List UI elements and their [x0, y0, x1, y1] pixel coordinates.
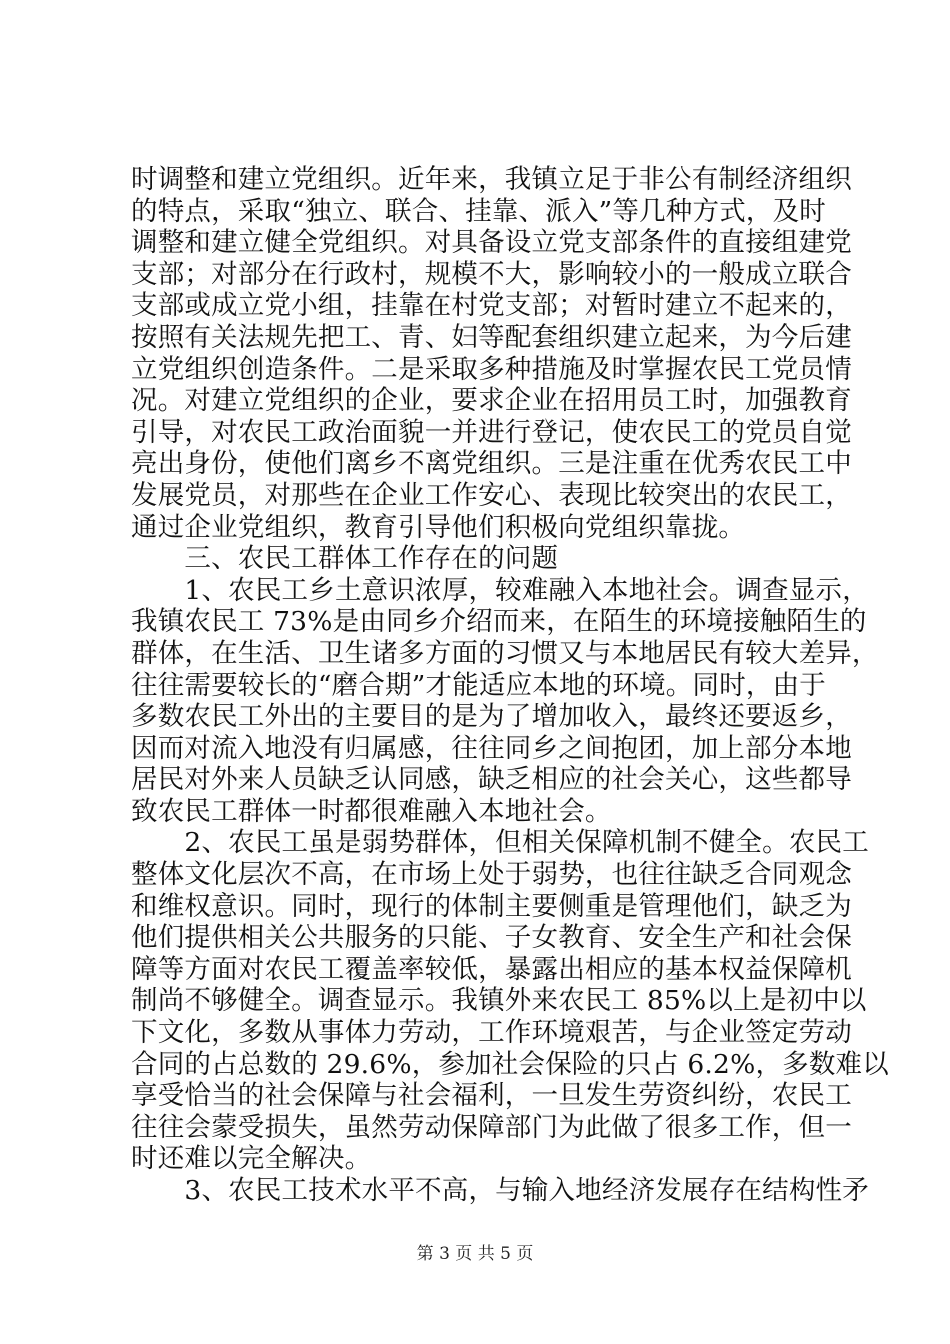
text-line: 亮出身份，使他们离乡不离党组织。三是注重在优秀农民工中	[131, 448, 852, 480]
text-line: 整体文化层次不高，在市场上处于弱势，也往往缺乏合同观念	[131, 859, 852, 891]
text-line: 多数农民工外出的主要目的是为了增加收入，最终还要返乡，	[131, 701, 852, 733]
text-line: 合同的占总数的 29.6%，参加社会保险的只占 6.2%，多数难以	[131, 1048, 889, 1080]
text-line: 障等方面对农民工覆盖率较低，暴露出相应的基本权益保障机	[131, 953, 852, 985]
text-line: 支部或成立党小组，挂靠在村党支部；对暂时建立不起来的，	[131, 290, 852, 322]
text-line: 引导，对农民工政治面貌一并进行登记，使农民工的党员自觉	[131, 416, 852, 448]
text-line: 2、农民工虽是弱势群体，但相关保障机制不健全。农民工	[131, 827, 869, 859]
text-line: 时还难以完全解决。	[131, 1143, 372, 1175]
text-line: 往往需要较长的“磨合期”才能适应本地的环境。同时，由于	[131, 669, 826, 701]
text-line: 调整和建立健全党组织。对具备设立党支部条件的直接组建党	[131, 227, 852, 259]
text-line: 制尚不够健全。调查显示。我镇外来农民工 85%以上是初中以	[131, 985, 867, 1017]
text-line: 通过企业党组织，教育引导他们积极向党组织靠拢。	[131, 511, 746, 543]
text-line: 的特点，采取“独立、联合、挂靠、派入”等几种方式，及时	[131, 195, 826, 227]
text-line: 立党组织创造条件。二是采取多种措施及时掌握农民工党员情	[131, 353, 852, 385]
text-line: 往往会蒙受损失，虽然劳动保障部门为此做了很多工作，但一	[131, 1111, 852, 1143]
text-line: 享受恰当的社会保障与社会福利，一旦发生劳资纠纷，农民工	[131, 1080, 852, 1112]
text-line: 我镇农民工 73%是由同乡介绍而来，在陌生的环境接触陌生的	[131, 606, 867, 638]
text-line: 按照有关法规先把工、青、妇等配套组织建立起来，为今后建	[131, 321, 852, 353]
text-line: 致农民工群体一时都很难融入本地社会。	[131, 795, 612, 827]
text-line: 时调整和建立党组织。近年来，我镇立足于非公有制经济组织	[131, 164, 852, 195]
text-line: 3、农民工技术水平不高，与输入地经济发展存在结构性矛	[131, 1175, 869, 1206]
text-line: 1、农民工乡土意识浓厚，较难融入本地社会。调查显示，	[131, 574, 869, 606]
document-body	[131, 164, 889, 1207]
text-line: 和维权意识。同时，现行的体制主要侧重是管理他们，缺乏为	[131, 890, 852, 922]
text-line: 群体，在生活、卫生诸多方面的习惯又与本地居民有较大差异，	[131, 637, 879, 669]
text-line: 发展党员，对那些在企业工作安心、表现比较突出的农民工，	[131, 479, 852, 511]
section-heading: 三、农民工群体工作存在的问题	[131, 543, 559, 575]
page-footer: 第 3 页 共 5 页	[416, 1244, 534, 1264]
text-line: 他们提供相关公共服务的只能、子女教育、安全生产和社会保	[131, 922, 852, 954]
text-line: 居民对外来人员缺乏认同感，缺乏相应的社会关心，这些都导	[131, 764, 852, 796]
text-line: 下文化，多数从事体力劳动，工作环境艰苦，与企业签定劳动	[131, 1017, 852, 1049]
text-line: 因而对流入地没有归属感，往往同乡之间抱团，加上部分本地	[131, 732, 852, 764]
text-line: 况。对建立党组织的企业，要求企业在招用员工时，加强教育	[131, 385, 852, 417]
text-line: 支部；对部分在行政村，规模不大，影响较小的一般成立联合	[131, 258, 852, 290]
